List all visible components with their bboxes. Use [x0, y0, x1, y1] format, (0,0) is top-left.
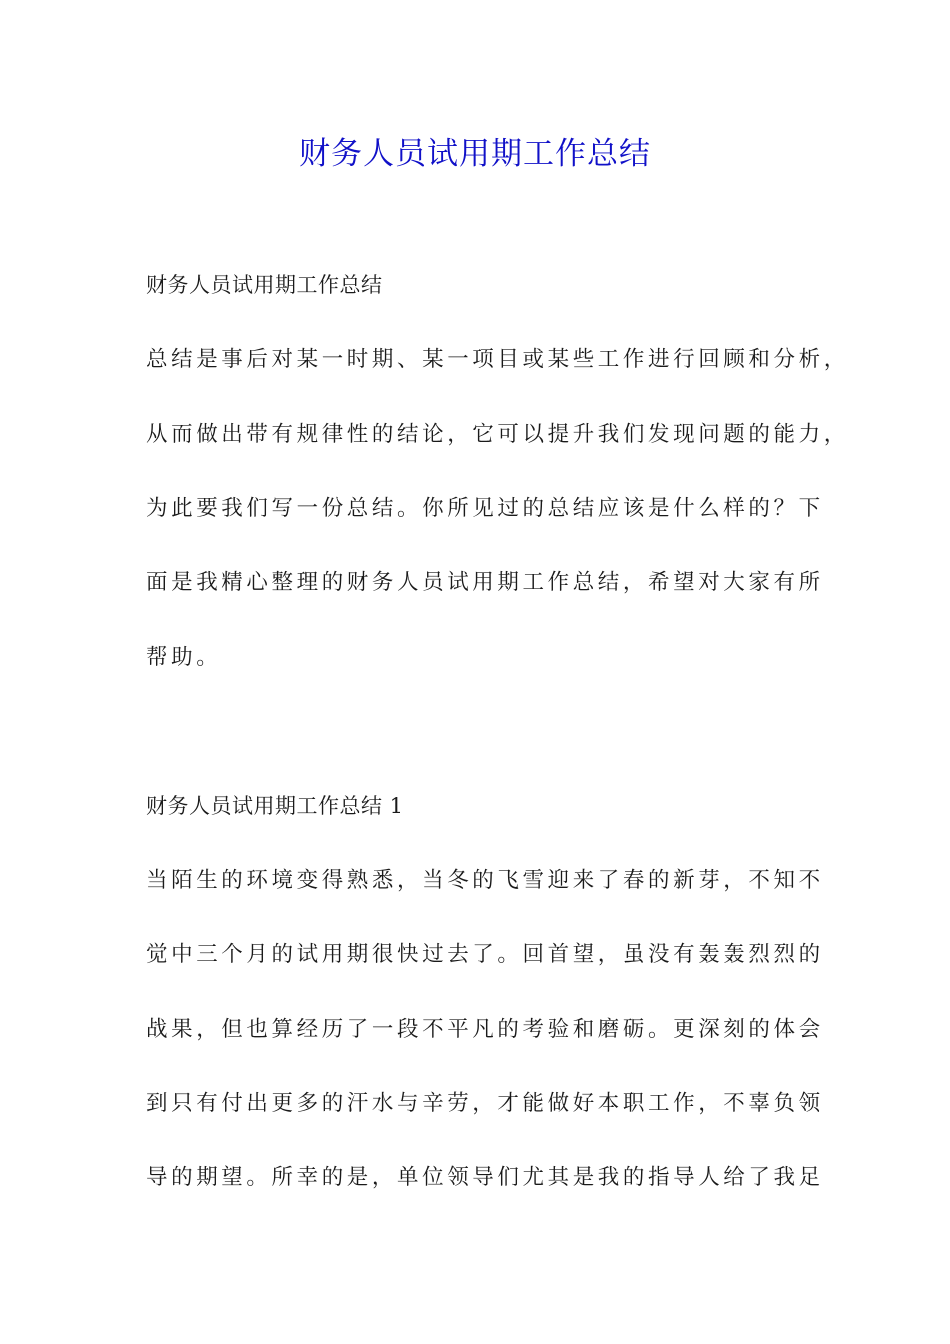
document-title: 财务人员试用期工作总结 [299, 136, 651, 172]
intro-line: 帮助。 [146, 645, 222, 670]
intro-line: 为此要我们写一份总结。你所见过的总结应该是什么样的？下 [146, 496, 824, 521]
section-line: 觉中三个月的试用期很快过去了。回首望，虽没有轰轰烈烈的 [146, 942, 824, 967]
section-line: 战果，但也算经历了一段不平凡的考验和磨砺。更深刻的体会 [146, 1017, 824, 1042]
intro-line: 从而做出带有规律性的结论，它可以提升我们发现问题的能力， [146, 422, 849, 447]
section-line: 到只有付出更多的汗水与辛劳，才能做好本职工作，不辜负领 [146, 1091, 824, 1116]
intro-line: 总结是事后对某一时期、某一项目或某些工作进行回顾和分析， [146, 347, 849, 372]
section-heading: 财务人员试用期工作总结 1 [146, 794, 404, 818]
section-line: 导的期望。所幸的是，单位领导们尤其是我的指导人给了我足 [146, 1165, 824, 1190]
section-line: 当陌生的环境变得熟悉，当冬的飞雪迎来了春的新芽，不知不 [146, 868, 824, 893]
document-subtitle: 财务人员试用期工作总结 [146, 273, 383, 297]
intro-line: 面是我精心整理的财务人员试用期工作总结，希望对大家有所 [146, 570, 824, 595]
